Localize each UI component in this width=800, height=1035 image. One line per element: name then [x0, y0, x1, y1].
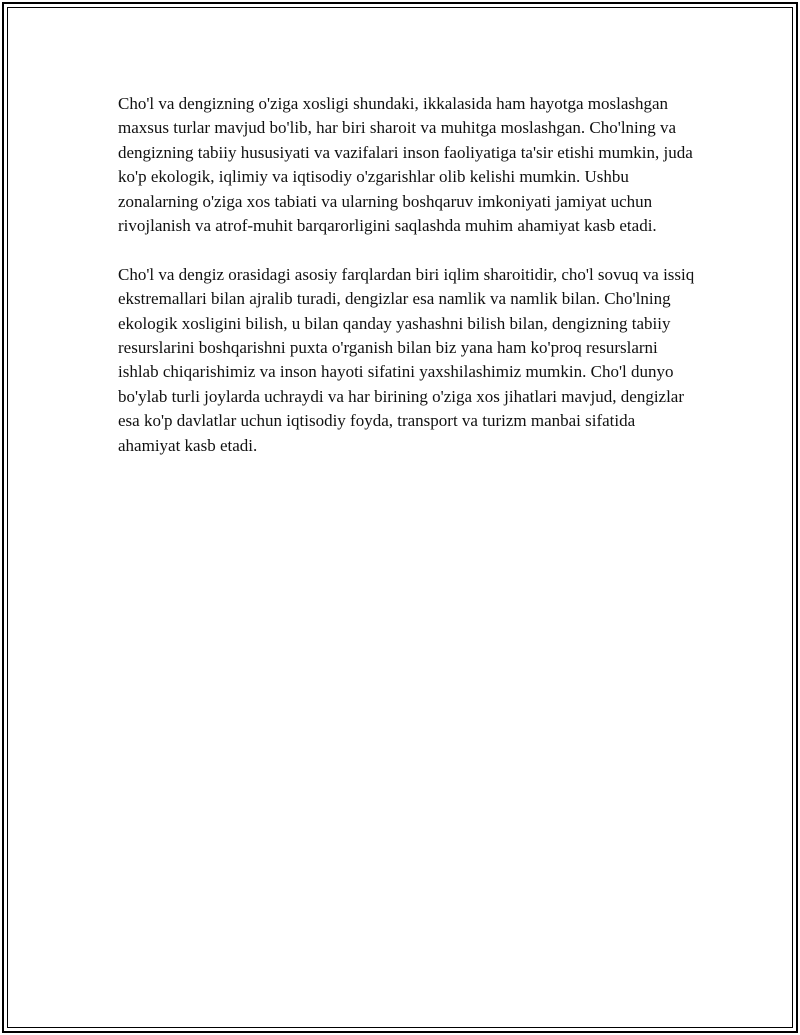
paragraph-2: Cho'l va dengiz orasidagi asosiy farqlardan biri iqlim sharoitidir, cho'l sovuq va issiq ekstremallari bilan ajralib turadi, dengizlar esa namlik va namlik bilan. Cho'lning ekologik xosligini bilish, u bilan qanday yashashni bilish bilan, dengizning tabiiy resurslarini boshqarishni puxta o'rganish bilan biz yana ham ko'proq resurslarni ishlab chiqarishimiz va inson hayoti sifatini yaxshilashimiz mumkin. Cho'l dunyo bo'ylab turli joylarda uchraydi va har birining o'ziga xos jihatlari mavjud, dengizlar esa ko'p davlatlar uchun iqtisodiy foyda, transport va turizm manbai sifatida ahamiyat kasb etadi.	[118, 264, 695, 455]
document-body	[118, 92, 698, 482]
paragraph-1: Cho'l va dengizning o'ziga xosligi shundaki, ikkalasida ham hayotga moslashgan maxsus turlar mavjud bo'lib, har biri sharoit va muhitga moslashgan. Cho'lning va dengizning tabiiy hususiyati va vazifalari inson faoliyatiga ta'sir etishi mumkin, juda ko'p ekologik, iqlimiy va iqtisodiy o'zgarishlar olib kelishi mumkin. Ushbu zonalarning o'ziga xos tabiati va ularning boshqaruv imkoniyati jamiyat uchun rivojlanish va atrof-muhit barqarorligini saqlashda muhim ahamiyat kasb etadi.	[118, 94, 693, 236]
